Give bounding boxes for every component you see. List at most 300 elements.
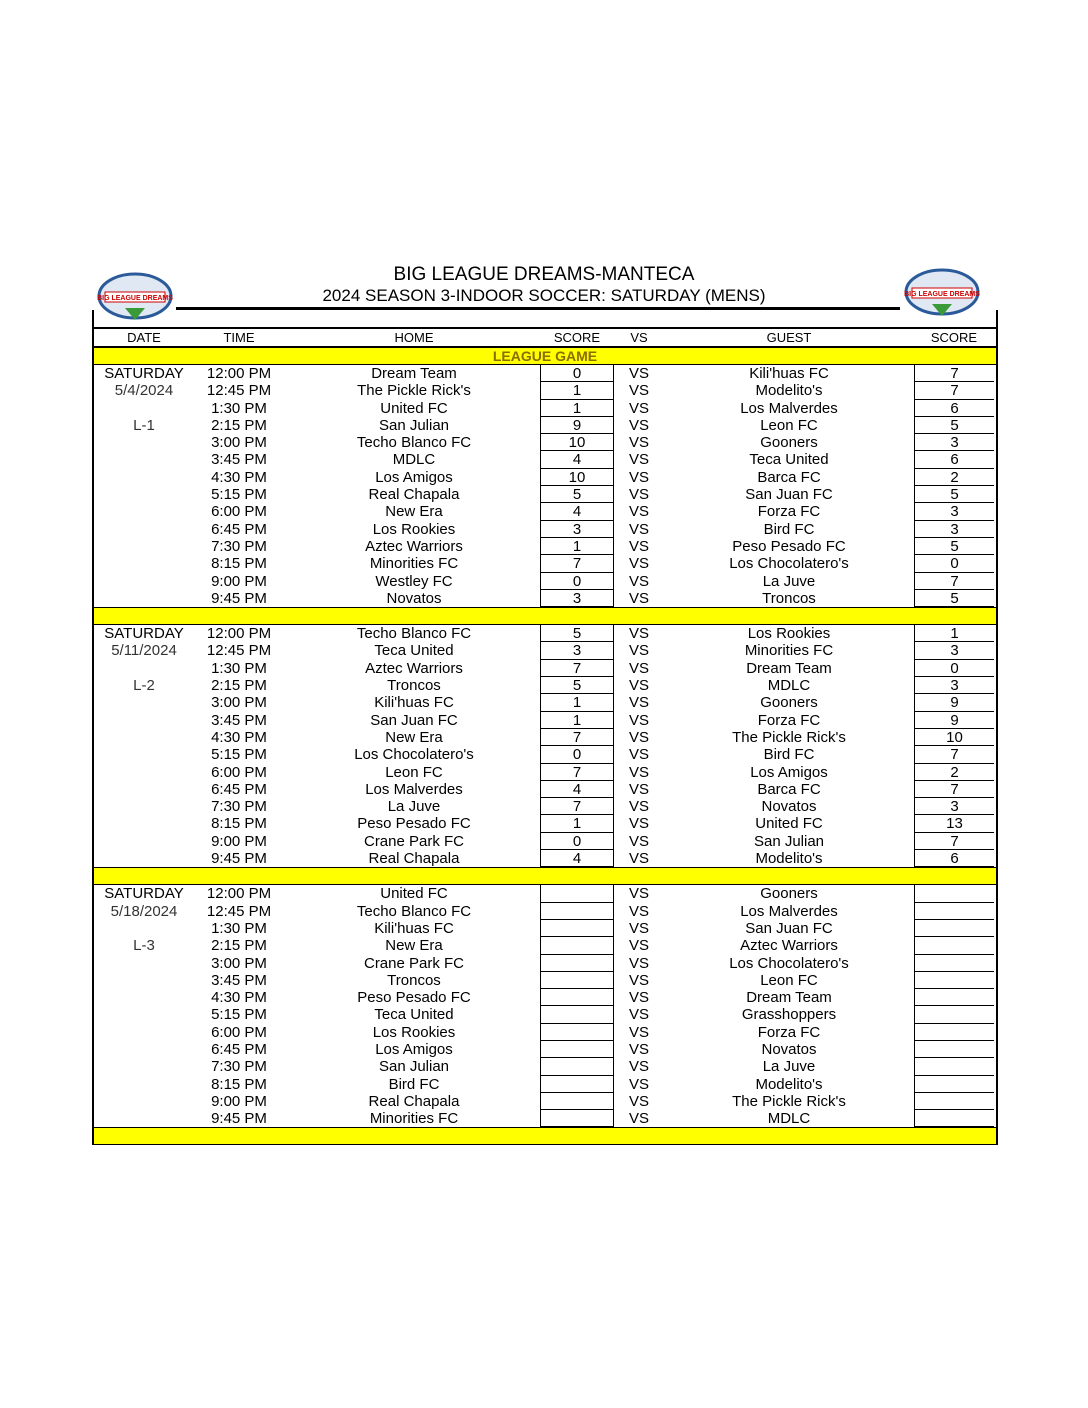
week-day: SATURDAY [104, 625, 184, 643]
home-score: 10 [540, 434, 614, 451]
home-team: New Era [385, 937, 443, 955]
week-separator [94, 1127, 996, 1145]
vs-label: VS [628, 416, 649, 434]
home-score [540, 1024, 614, 1041]
home-score: 7 [540, 729, 614, 746]
vs-label: VS [628, 763, 649, 781]
header-time: TIME [223, 330, 255, 345]
game-time: 8:15 PM [211, 1075, 267, 1093]
home-team: Teca United [374, 1006, 454, 1024]
home-score [540, 972, 614, 989]
game-time: 4:30 PM [211, 728, 267, 746]
vs-label: VS [628, 451, 649, 469]
game-row [94, 1058, 996, 1075]
game-time: 2:15 PM [211, 937, 267, 955]
vs-label: VS [628, 468, 649, 486]
guest-score: 2 [914, 469, 994, 486]
home-score: 3 [540, 590, 614, 607]
guest-team: Gooners [760, 694, 818, 712]
guest-score: 3 [914, 798, 994, 815]
game-row [94, 538, 996, 555]
guest-score: 9 [914, 694, 994, 711]
vs-label: VS [628, 902, 649, 920]
game-time: 5:15 PM [211, 1006, 267, 1024]
game-row [94, 746, 996, 763]
vs-label: VS [628, 728, 649, 746]
game-time: 6:45 PM [211, 520, 267, 538]
week-date: 5/11/2024 [111, 642, 177, 660]
guest-score [914, 1024, 994, 1041]
home-score: 4 [540, 503, 614, 520]
home-score: 1 [540, 694, 614, 711]
vs-label: VS [628, 885, 649, 903]
home-score: 0 [540, 746, 614, 763]
game-time: 1:30 PM [211, 659, 267, 677]
home-score: 3 [540, 642, 614, 659]
home-score [540, 903, 614, 920]
game-row [94, 1093, 996, 1110]
vs-label: VS [628, 1006, 649, 1024]
guest-score [914, 937, 994, 954]
home-team: Peso Pesado FC [357, 815, 471, 833]
guest-score: 3 [914, 642, 994, 659]
game-time: 2:15 PM [211, 677, 267, 695]
guest-score [914, 920, 994, 937]
guest-score [914, 1093, 994, 1110]
home-score: 3 [540, 521, 614, 538]
guest-score [914, 903, 994, 920]
vs-label: VS [628, 520, 649, 538]
home-team: Los Chocolatero's [354, 746, 474, 764]
vs-label: VS [628, 711, 649, 729]
guest-team: Minorities FC [744, 642, 834, 660]
vs-label: VS [628, 1092, 649, 1110]
home-score: 7 [540, 764, 614, 781]
game-row [94, 625, 996, 642]
home-score: 1 [540, 400, 614, 417]
guest-score: 7 [914, 365, 994, 382]
guest-team: The Pickle Rick's [732, 728, 846, 746]
week-label: L-3 [133, 937, 155, 955]
home-score [540, 1076, 614, 1093]
guest-team: Aztec Warriors [740, 937, 838, 955]
guest-team: Novatos [761, 798, 817, 816]
game-time: 12:45 PM [206, 902, 272, 920]
home-team: Troncos [387, 971, 441, 989]
home-team: Techo Blanco FC [356, 625, 472, 643]
game-row [94, 1110, 996, 1127]
svg-text:BIG LEAGUE DREAMS: BIG LEAGUE DREAMS [97, 295, 173, 302]
page-subtitle: 2024 SEASON 3-INDOOR SOCCER: SATURDAY (MENS) [322, 286, 766, 305]
vs-label: VS [628, 399, 649, 417]
guest-score: 13 [914, 815, 994, 832]
guest-team: MDLC [767, 1110, 811, 1128]
game-row [94, 1006, 996, 1023]
guest-score: 0 [914, 555, 994, 572]
home-score [540, 920, 614, 937]
guest-score [914, 972, 994, 989]
header-row [94, 327, 996, 347]
vs-label: VS [628, 537, 649, 555]
vs-label: VS [628, 954, 649, 972]
home-team: United FC [380, 885, 448, 903]
week-label: L-1 [133, 416, 155, 434]
vs-label: VS [628, 832, 649, 850]
home-team: Los Rookies [372, 520, 456, 538]
home-score [540, 885, 614, 902]
home-team: Troncos [387, 677, 441, 695]
game-time: 8:15 PM [211, 815, 267, 833]
home-team: New Era [385, 503, 443, 521]
game-time: 5:15 PM [211, 486, 267, 504]
vs-label: VS [628, 1023, 649, 1041]
guest-team: Barca FC [757, 780, 821, 798]
guest-score: 0 [914, 660, 994, 677]
game-row [94, 660, 996, 677]
game-time: 4:30 PM [211, 989, 267, 1007]
home-team: Los Malverdes [365, 780, 463, 798]
guest-team: Los Amigos [750, 763, 828, 781]
guest-score: 1 [914, 625, 994, 642]
home-score: 4 [540, 781, 614, 798]
guest-team: The Pickle Rick's [732, 1092, 846, 1110]
guest-score: 7 [914, 781, 994, 798]
game-row [94, 503, 996, 520]
game-time: 6:00 PM [211, 763, 267, 781]
game-time: 9:45 PM [211, 1110, 267, 1128]
guest-score [914, 955, 994, 972]
vs-label: VS [628, 989, 649, 1007]
game-time: 9:00 PM [211, 832, 267, 850]
guest-score: 7 [914, 746, 994, 763]
guest-score [914, 989, 994, 1006]
guest-score: 5 [914, 538, 994, 555]
home-team: The Pickle Rick's [357, 382, 471, 400]
home-team: Techo Blanco FC [356, 434, 472, 452]
vs-label: VS [628, 971, 649, 989]
home-team: Novatos [386, 589, 442, 607]
guest-score: 5 [914, 417, 994, 434]
game-row [94, 833, 996, 850]
game-row [94, 972, 996, 989]
game-time: 3:00 PM [211, 694, 267, 712]
home-score: 0 [540, 833, 614, 850]
game-row [94, 781, 996, 798]
home-score: 7 [540, 555, 614, 572]
home-score [540, 955, 614, 972]
schedule-table [92, 310, 998, 1145]
game-row [94, 469, 996, 486]
game-row [94, 694, 996, 711]
game-row [94, 521, 996, 538]
guest-score: 9 [914, 712, 994, 729]
guest-team: Forza FC [757, 503, 821, 521]
game-row [94, 989, 996, 1006]
vs-label: VS [628, 798, 649, 816]
guest-team: Los Chocolatero's [729, 954, 849, 972]
league-game-banner: LEAGUE GAME [94, 347, 996, 365]
game-row [94, 1024, 996, 1041]
home-team: Aztec Warriors [365, 659, 463, 677]
vs-label: VS [628, 1075, 649, 1093]
vs-label: VS [628, 572, 649, 590]
home-team: Crane Park FC [363, 832, 465, 850]
home-score: 9 [540, 417, 614, 434]
game-row [94, 642, 996, 659]
guest-team: San Julian [753, 832, 825, 850]
home-team: Teca United [374, 642, 454, 660]
home-team: San Julian [378, 416, 450, 434]
game-time: 3:45 PM [211, 971, 267, 989]
vs-label: VS [628, 850, 649, 868]
home-team: Techo Blanco FC [356, 902, 472, 920]
home-team: Leon FC [385, 763, 443, 781]
vs-label: VS [628, 659, 649, 677]
guest-team: Los Malverdes [740, 399, 838, 417]
guest-score: 3 [914, 677, 994, 694]
vs-label: VS [628, 434, 649, 452]
guest-score: 7 [914, 573, 994, 590]
header-guest: GUEST [766, 330, 812, 345]
game-row [94, 764, 996, 781]
home-team: Minorities FC [369, 555, 459, 573]
home-score: 7 [540, 660, 614, 677]
game-row [94, 382, 996, 399]
guest-team: La Juve [762, 1058, 816, 1076]
home-team: Bird FC [388, 1075, 440, 1093]
week-date: 5/4/2024 [114, 382, 174, 400]
home-team: United FC [380, 399, 448, 417]
game-row [94, 920, 996, 937]
guest-score [914, 885, 994, 902]
game-row [94, 400, 996, 417]
game-time: 2:15 PM [211, 416, 267, 434]
game-time: 12:45 PM [206, 382, 272, 400]
home-score: 7 [540, 798, 614, 815]
game-row [94, 850, 996, 867]
game-time: 9:00 PM [211, 572, 267, 590]
guest-team: Bird FC [763, 520, 815, 538]
game-time: 6:00 PM [211, 503, 267, 521]
vs-label: VS [628, 694, 649, 712]
home-team: Westley FC [375, 572, 453, 590]
vs-label: VS [628, 919, 649, 937]
game-time: 7:30 PM [211, 537, 267, 555]
game-row [94, 1076, 996, 1093]
svg-text:BIG LEAGUE DREAMS: BIG LEAGUE DREAMS [904, 291, 980, 298]
game-row [94, 434, 996, 451]
game-row [94, 903, 996, 920]
guest-score: 10 [914, 729, 994, 746]
home-score: 10 [540, 469, 614, 486]
game-row [94, 729, 996, 746]
vs-label: VS [628, 642, 649, 660]
guest-team: Bird FC [763, 746, 815, 764]
game-time: 3:00 PM [211, 954, 267, 972]
game-time: 6:45 PM [211, 780, 267, 798]
home-score [540, 1110, 614, 1127]
header-home: HOME [394, 330, 434, 345]
guest-team: Leon FC [760, 971, 818, 989]
game-row [94, 417, 996, 434]
guest-team: Los Rookies [747, 625, 831, 643]
guest-score [914, 1006, 994, 1023]
game-row [94, 955, 996, 972]
game-time: 12:00 PM [206, 625, 272, 643]
guest-team: Modelito's [755, 382, 823, 400]
guest-score: 3 [914, 521, 994, 538]
game-time: 8:15 PM [211, 555, 267, 573]
week-label: L-2 [133, 677, 155, 695]
game-time: 3:45 PM [211, 451, 267, 469]
home-score: 4 [540, 850, 614, 867]
vs-label: VS [628, 365, 649, 382]
game-row [94, 451, 996, 468]
guest-team: Dream Team [746, 989, 832, 1007]
home-score: 5 [540, 486, 614, 503]
schedule-body [94, 365, 996, 1145]
guest-team: Modelito's [755, 850, 823, 868]
guest-team: Barca FC [757, 468, 821, 486]
vs-label: VS [628, 625, 649, 643]
week-separator [94, 867, 996, 885]
game-time: 6:00 PM [211, 1023, 267, 1041]
home-score [540, 1093, 614, 1110]
guest-score [914, 1058, 994, 1075]
vs-label: VS [628, 746, 649, 764]
header-guest-score: SCORE [930, 330, 978, 345]
home-team: La Juve [387, 798, 441, 816]
vs-label: VS [628, 382, 649, 400]
week-date: 5/18/2024 [110, 902, 178, 920]
vs-label: VS [628, 1058, 649, 1076]
game-time: 12:00 PM [206, 885, 272, 903]
guest-score [914, 1110, 994, 1127]
guest-score: 6 [914, 400, 994, 417]
page-title: BIG LEAGUE DREAMS-MANTECA [393, 264, 695, 285]
guest-team: Kili'huas FC [749, 365, 829, 382]
guest-score: 7 [914, 833, 994, 850]
header-home-score: SCORE [553, 330, 601, 345]
game-time: 5:15 PM [211, 746, 267, 764]
vs-label: VS [628, 937, 649, 955]
home-score: 1 [540, 538, 614, 555]
guest-team: Troncos [762, 589, 816, 607]
home-team: San Julian [378, 1058, 450, 1076]
week-day: SATURDAY [104, 885, 184, 903]
home-team: Real Chapala [368, 486, 460, 504]
game-time: 9:00 PM [211, 1092, 267, 1110]
guest-team: Leon FC [760, 416, 818, 434]
game-time: 7:30 PM [211, 798, 267, 816]
vs-label: VS [628, 486, 649, 504]
guest-team: Gooners [760, 885, 818, 903]
vs-label: VS [628, 1110, 649, 1128]
guest-team: Peso Pesado FC [732, 537, 846, 555]
guest-team: United FC [755, 815, 823, 833]
home-score: 4 [540, 451, 614, 468]
home-team: Los Amigos [375, 1040, 453, 1058]
guest-score: 7 [914, 382, 994, 399]
home-score: 5 [540, 677, 614, 694]
game-row [94, 712, 996, 729]
guest-score [914, 1041, 994, 1058]
home-score [540, 1041, 614, 1058]
home-score [540, 989, 614, 1006]
guest-team: San Juan FC [745, 486, 833, 504]
game-row [94, 798, 996, 815]
home-team: Kili'huas FC [374, 919, 454, 937]
home-team: MDLC [392, 451, 436, 469]
game-time: 6:45 PM [211, 1040, 267, 1058]
vs-label: VS [628, 589, 649, 607]
guest-score: 5 [914, 486, 994, 503]
home-score [540, 937, 614, 954]
game-time: 9:45 PM [211, 850, 267, 868]
home-score: 0 [540, 365, 614, 382]
home-score: 5 [540, 625, 614, 642]
game-row [94, 815, 996, 832]
home-team: Kili'huas FC [374, 694, 454, 712]
game-row [94, 937, 996, 954]
vs-label: VS [628, 503, 649, 521]
vs-label: VS [628, 780, 649, 798]
guest-score [914, 1076, 994, 1093]
vs-label: VS [628, 1040, 649, 1058]
week-separator [94, 607, 996, 625]
guest-team: Los Malverdes [740, 902, 838, 920]
guest-score: 3 [914, 434, 994, 451]
home-score: 0 [540, 573, 614, 590]
game-time: 4:30 PM [211, 468, 267, 486]
guest-team: Novatos [761, 1040, 817, 1058]
guest-score: 6 [914, 850, 994, 867]
header-vs: VS [630, 330, 648, 345]
guest-team: Teca United [749, 451, 829, 469]
guest-score: 6 [914, 451, 994, 468]
game-time: 3:00 PM [211, 434, 267, 452]
game-time: 1:30 PM [211, 399, 267, 417]
guest-team: Dream Team [746, 659, 832, 677]
game-row [94, 573, 996, 590]
home-score: 1 [540, 382, 614, 399]
game-time: 9:45 PM [211, 589, 267, 607]
home-team: Peso Pesado FC [357, 989, 471, 1007]
guest-team: Forza FC [757, 1023, 821, 1041]
game-row [94, 677, 996, 694]
vs-label: VS [628, 815, 649, 833]
home-team: Crane Park FC [363, 954, 465, 972]
vs-label: VS [628, 677, 649, 695]
home-team: Real Chapala [368, 850, 460, 868]
guest-score: 5 [914, 590, 994, 607]
game-row [94, 590, 996, 607]
game-time: 7:30 PM [211, 1058, 267, 1076]
game-time: 1:30 PM [211, 919, 267, 937]
home-team: Dream Team [371, 365, 457, 382]
game-row [94, 555, 996, 572]
guest-score: 2 [914, 764, 994, 781]
guest-team: San Juan FC [745, 919, 833, 937]
guest-team: Los Chocolatero's [729, 555, 849, 573]
guest-team: La Juve [762, 572, 816, 590]
guest-team: Grasshoppers [741, 1006, 837, 1024]
home-score: 1 [540, 815, 614, 832]
home-score [540, 1006, 614, 1023]
home-team: Los Rookies [372, 1023, 456, 1041]
home-team: San Juan FC [370, 711, 458, 729]
home-team: Los Amigos [375, 468, 453, 486]
